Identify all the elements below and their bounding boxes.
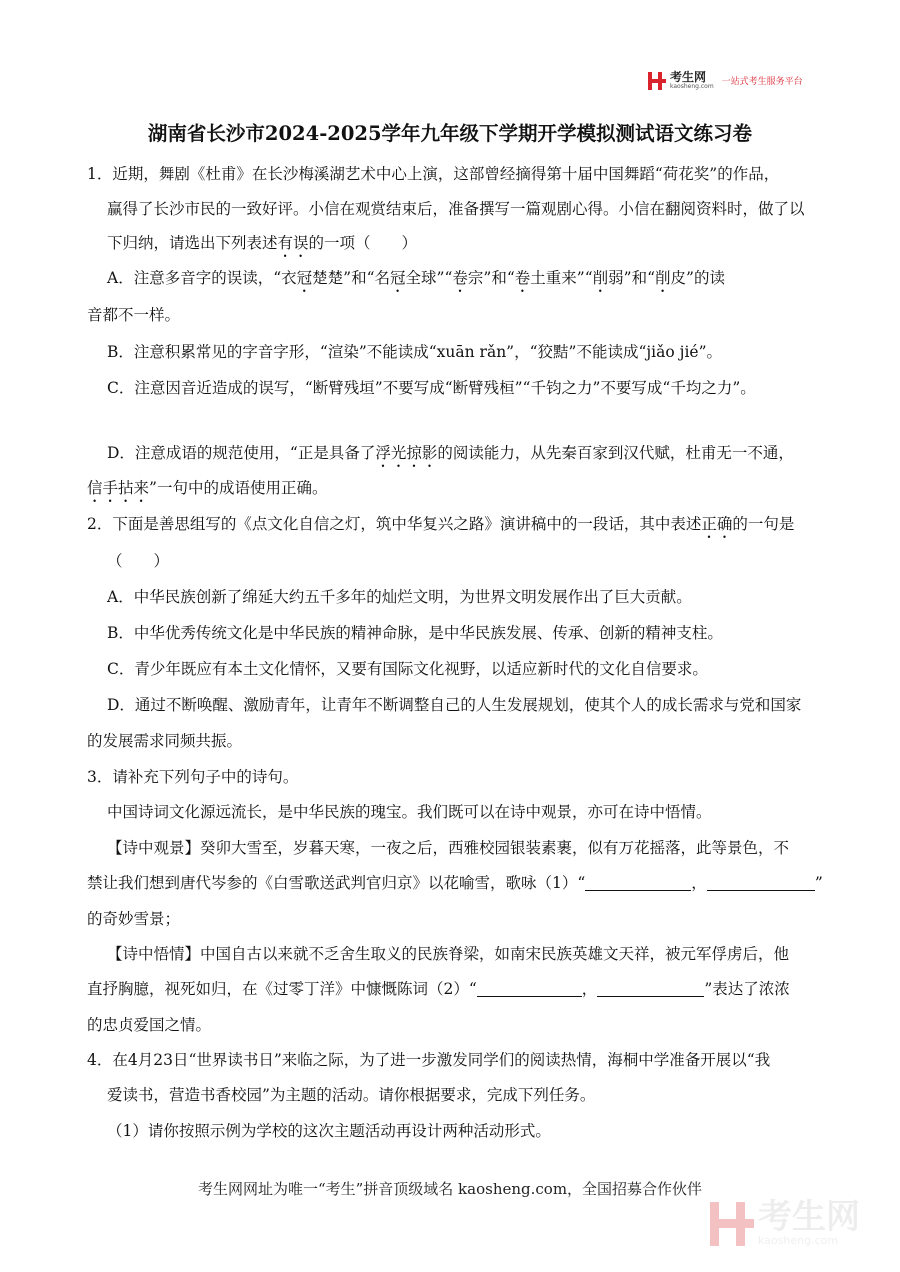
logo-text-block: [670, 71, 714, 90]
page-footer: 考生网网址为唯一“考生”拼音顶级域名 kaosheng.com，全国招募合作伙伴: [197, 1180, 703, 1198]
watermark-text-block: [758, 1197, 860, 1247]
q2-option-b: B．中华优秀传统文化是中华民族的精神命脉，是中华民族发展、传承、创新的精神支柱。: [107, 624, 723, 642]
q1-stem-line1: 1．近期，舞剧《杜甫》在长沙梅溪湖艺术中心上演，这部曾经摘得第十届中国舞蹈“荷花奖”的作品，: [87, 165, 780, 183]
q3-para2-line1: 【诗中悟情】中国自古以来就不乏舍生取义的民族脊梁，如南宋民族英雄文天祥，被元军俘虏后，他: [107, 945, 790, 963]
q1-option-c: C．注意因音近造成的误写，“断臂残垣”不要写成“断臂残桓”“千钧之力”不要写成“千均之力”。: [107, 379, 756, 397]
q1-option-d: D．注意成语的规范使用，“正是具备了浮光掠影的阅读能力，从先秦百家到汉代赋，杜甫无一不通，: [107, 444, 794, 462]
logo-slogan: 一站式考生服务平台: [721, 77, 803, 87]
watermark-domain: kaosheng.com: [758, 1234, 839, 1247]
answer-blank-1b[interactable]: [707, 875, 815, 891]
page-title: 湖南省长沙市2024-2025学年九年级下学期开学模拟测试语文练习卷: [147, 122, 753, 145]
answer-blank-1a[interactable]: [585, 875, 691, 891]
q2-option-a: A．中华民族创新了绵延大约五千多年的灿烂文明，为世界文明发展作出了巨大贡献。: [107, 588, 692, 606]
q1-stem-line2: 赢得了长沙市民的一致好评。小信在观赏结束后，准备撰写一篇观剧心得。小信在翻阅资料时，做了以: [107, 200, 805, 218]
q1-option-b: B．注意积累常见的字音字形，“渲染”不能读成“xuān rǎn”，“狡黠”不能读成“jiǎo jié”。: [107, 343, 722, 361]
q2-stem: 2．下面是善思组写的《点文化自信之灯，筑中华复兴之路》演讲稿中的一段话，其中表述正确的一句是: [87, 515, 795, 533]
q2-emphasis-zhengque: 正确: [701, 515, 733, 533]
watermark-text: 考生网: [758, 1197, 860, 1237]
q2-option-d: D．通过不断唤醒、激励青年，让青年不断调整自己的人生发展规划，使其个人的成长需求与党和国家: [107, 696, 802, 714]
q4-stem-line2: 爱读书，营造书香校园”为主题的活动。请你根据要求，完成下列任务。: [107, 1086, 596, 1104]
q2-answer-paren: （ ）: [107, 552, 170, 570]
logo-brand-name: 考生网: [670, 70, 707, 84]
q4-sub1: （1）请你按照示例为学校的这次主题活动再设计两种活动形式。: [107, 1122, 551, 1140]
q1-emphasis-youwu: 有误: [277, 234, 309, 252]
q1-stem-line3: 下归纳，请选出下列表述有误的一项（ ）: [107, 234, 418, 252]
watermark: [710, 1197, 860, 1247]
q1-option-a: A．注意多音字的误读，“衣冠楚楚”和“名冠全球”“卷宗”和“卷土重来”“削弱”和“削皮”的读: [107, 269, 725, 287]
q1-emphasis-fuguang: 浮光掠影: [375, 444, 438, 462]
q3-para1-line2: 禁让我们想到唐代岑参的《白雪歌送武判官归京》以花喻雪，歌咏（1）“ ， ”: [87, 874, 823, 892]
watermark-logo-icon: [710, 1202, 754, 1246]
q3-stem: 3．请补充下列句子中的诗句。: [87, 768, 299, 786]
q1-option-a-line2: 音都不一样。: [87, 306, 181, 324]
answer-blank-2a[interactable]: [477, 981, 582, 997]
logo-domain: kaosheng.com: [670, 83, 714, 90]
q4-stem-line1: 4．在4月23日“世界读书日”来临之际，为了进一步激发同学们的阅读热情，海桐中学准备开展以“我: [87, 1051, 771, 1069]
kaosheng-logo-icon: [648, 72, 666, 90]
q3-para2-line3: 的忠贞爱国之情。: [87, 1016, 212, 1034]
q2-option-d-line2: 的发展需求同频共振。: [87, 732, 243, 750]
q3-para1-line1: 【诗中观景】癸卯大雪至，岁暮天寒，一夜之后，西雅校园银装素裹，似有万花摇落，此等景色，不: [107, 839, 790, 857]
q2-option-c: C．青少年既应有本土文化情怀，又要有国际文化视野，以适应新时代的文化自信要求。: [107, 660, 708, 678]
q1-emphasis-xinshou: 信手拈来: [87, 479, 150, 497]
q1-option-d-line2: 信手拈来”一句中的成语使用正确。: [87, 479, 328, 497]
q3-intro: 中国诗词文化源远流长，是中华民族的瑰宝。我们既可以在诗中观景，亦可在诗中悟情。: [107, 803, 712, 821]
q3-para1-line3: 的奇妙雪景；: [87, 910, 181, 928]
answer-blank-2b[interactable]: [597, 981, 704, 997]
q3-para2-line2: 直抒胸臆，视死如归，在《过零丁洋》中慷慨陈词（2）“ ， ”表达了浓浓: [87, 980, 790, 998]
header-logo: [648, 71, 803, 90]
